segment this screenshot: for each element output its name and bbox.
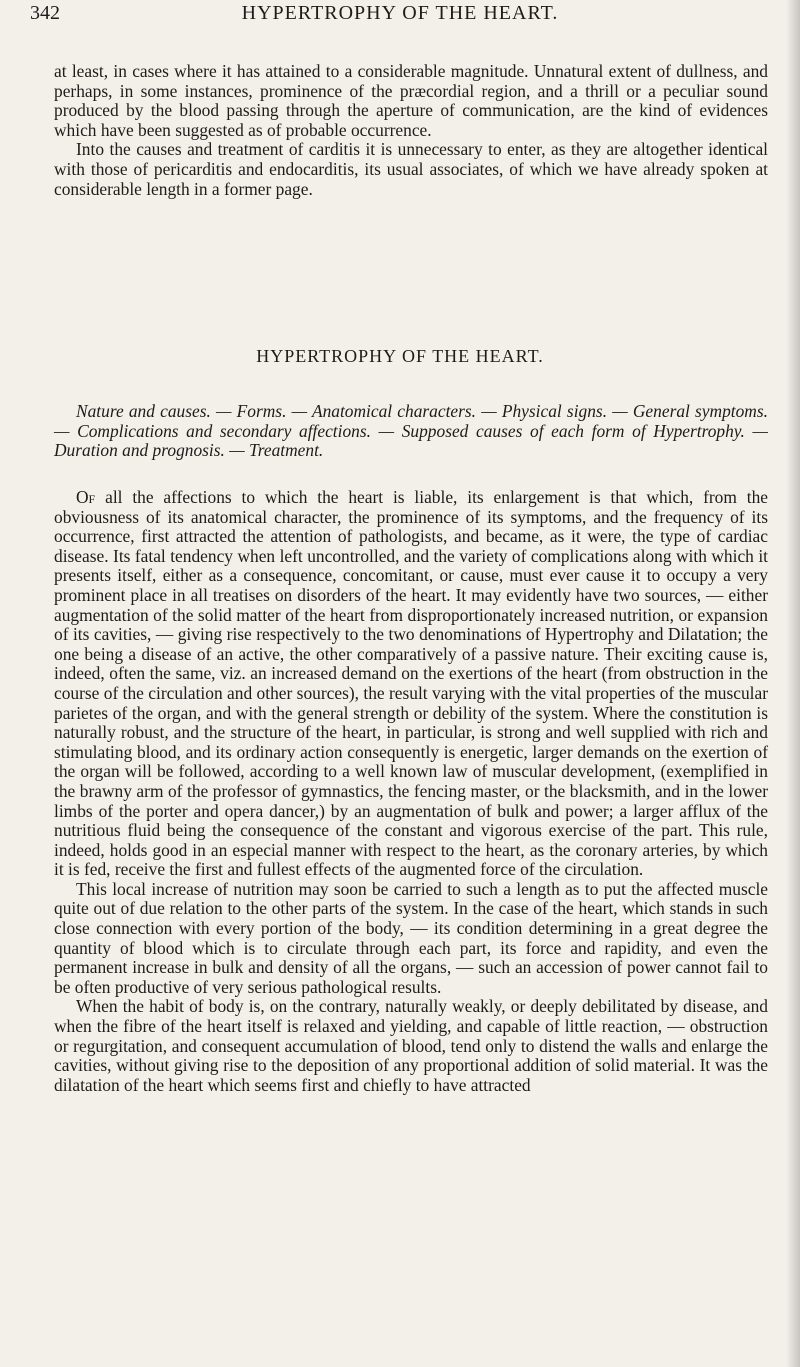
section-paragraph-1 [54,488,768,880]
running-head: HYPERTROPHY OF THE HEART. [241,2,559,24]
section-title: HYPERTROPHY OF THE HEART. [256,346,544,366]
section-body [54,488,768,1095]
opening-word: Of [76,487,96,507]
section-summary: Nature and causes. — Forms. — Anatomical characters. — Physical signs. — General symptoms. — Complications and secondary affections. — Supposed causes of each form of Hypertrophy. — Duration and prognosis. — Treatment. [54,401,768,461]
intro-paragraph-1: at least, in cases where it has attained to a considerable magnitude. Unnatural extent of dullness, and perhaps, in some instances, prominence of the præcordial region, and a thrill or a peculiar sound produced by the blood passing through the aperture of communication, are the kind of evidences which have been suggested as of probable occurrence. [54,61,768,140]
intro-text [54,62,768,199]
page-edge-shadow [786,0,800,1367]
intro-paragraph-2: Into the causes and treatment of carditis it is unnecessary to enter, as they are altogether identical with those of pericarditis and endocarditis, its usual associates, of which we have already spoken at considerable length in a former page. [54,139,768,199]
section-paragraph-1-text: all the affections to which the heart is liable, its enlargement is that which, from the obviousness of its anatomical character, the prominence of its symptoms, and the frequency of its occurrence, first attracted the attention of pathologists, and became, as it were, the type of cardiac disease. Its fatal tendency when left uncontrolled, and the variety of complications along with which it presents itself, either as a consequence, concomitant, or cause, must ever cause it to occupy a very prominent place in all treatises on disorders of the heart. It may evidently have two sources, — either augmentation of the solid matter of the heart from disproportionately increased nutrition, or expansion of its cavities, — giving rise respectively to the two denominations of Hypertrophy and Dilatation; the one being a disease of an active, the other comparatively of a passive nature. Their exciting cause is, indeed, often the same, viz. an increased demand on the exertions of the heart (from obstruction in the course of the circulation and other sources), the result varying with the vital properties of the muscular parietes of the organ, and with the general strength or debility of the system. Where the constitution is naturally robust, and the structure of the heart, in particular, is strong and well supplied with rich and stimulating blood, and its ordinary action consequently is energetic, larger demands on the exertion of the organ will be followed, according to a well known law of muscular development, (exemplified in the brawny arm of the professor of gymnastics, the fencing master, or the blacksmith, and in the lower limbs of the porter and opera dancer,) by an augmentation of bulk and power; a larger afflux of the nutritious fluid being the consequence of the constant and vigorous exercise of the part. This rule, indeed, holds good in an especial manner with respect to the heart, as the coronary arteries, by which it is fed, receive the first and fullest effects of the augmented force of the circulation. [54,487,768,880]
section-paragraph-2: This local increase of nutrition may soon be carried to such a length as to put the affected muscle quite out of due relation to the other parts of the system. In the case of the heart, which stands in such close connection with every portion of the body, — its condition determining in a great degree the quantity of blood which is to circulate through each part, its force and rapidity, and even the permanent increase in bulk and density of all the organs, — such an accession of power cannot fail to be often productive of very serious pathological results. [54,878,768,997]
page-number: 342 [30,2,60,24]
section-paragraph-3: When the habit of body is, on the contrary, naturally weakly, or deeply debilitated by disease, and when the fibre of the heart itself is relaxed and yielding, and capable of little reaction, — obstruction or regurgitation, and consequent accumulation of blood, tend only to distend the walls and enlarge the cavities, without giving rise to the deposition of any proportional addition of solid material. It was the dilatation of the heart which seems first and chiefly to have attracted [54,996,768,1095]
page-header [30,2,770,34]
